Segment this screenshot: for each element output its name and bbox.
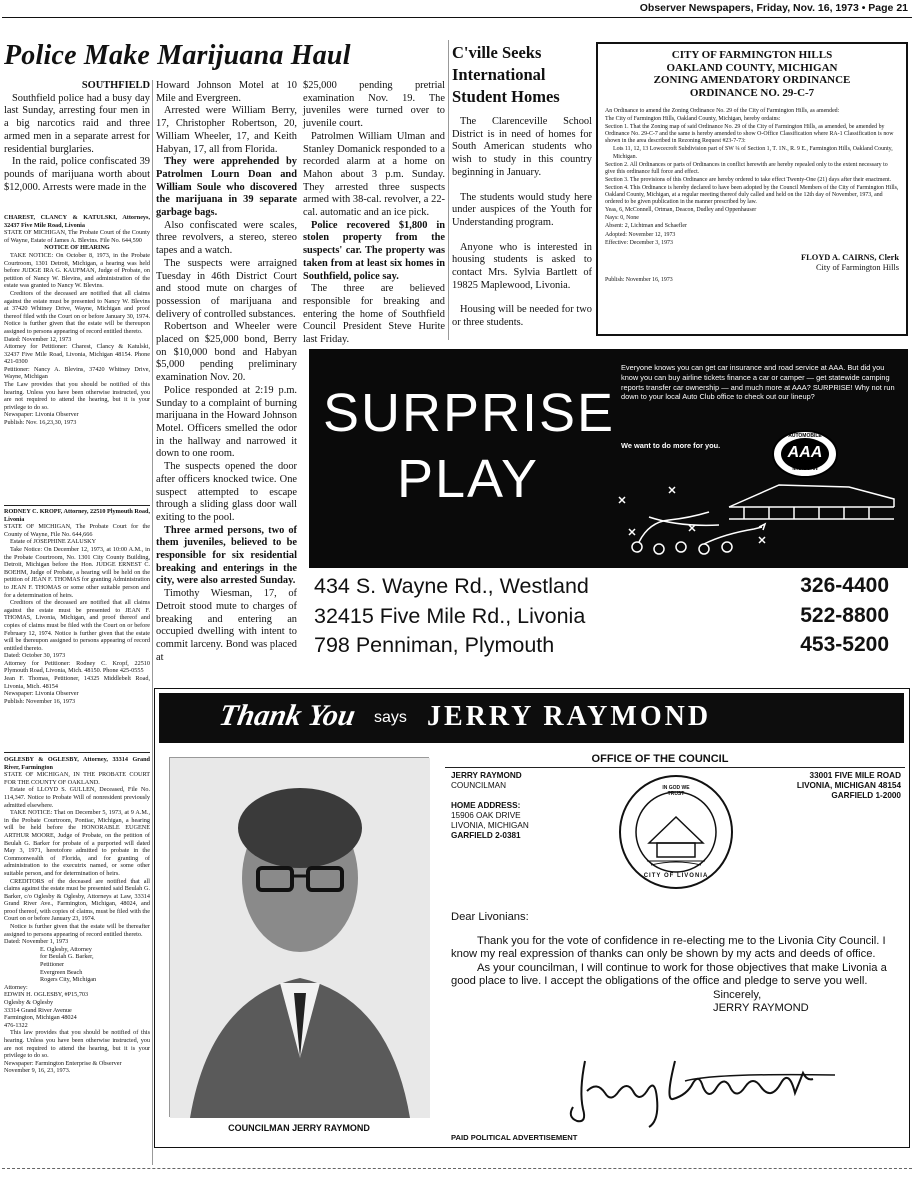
ordinance-line: Adopted: November 12, 1973 bbox=[605, 231, 676, 238]
story-paragraph: The suspects were arraigned Tuesday in 46th District Court and stood mute on charges of possession of marijuana and delivery of controlled substances. bbox=[156, 257, 297, 320]
folio-rule bbox=[2, 17, 912, 18]
councilman-name: JERRY RAYMOND bbox=[451, 771, 522, 780]
legal-line: E. Oglesby, Attorney bbox=[40, 945, 92, 953]
ordinance-line: Effective: December 3, 1973 bbox=[605, 239, 673, 246]
ordinance-title-line: ZONING AMENDATORY ORDINANCE bbox=[653, 74, 851, 86]
story2-headline-line: C'ville Seeks bbox=[452, 43, 542, 62]
home-address-line: 15906 OAK DRIVE bbox=[451, 811, 521, 820]
office-address: 434 S. Wayne Rd., Westland bbox=[314, 574, 589, 598]
legal-divider bbox=[4, 505, 150, 506]
legal-line: Petitioner bbox=[40, 961, 65, 969]
legal-line: for Beulah G. Barker, bbox=[40, 953, 94, 961]
banner-thank-you: Thank You bbox=[216, 699, 358, 732]
legal-line: The Law provides that you should be notified of this hearing. Unless you have been otherwise instructed, you are not required to attend the hearing, but it is your privilege to do so. bbox=[4, 381, 150, 411]
photo-caption: COUNCILMAN JERRY RAYMOND bbox=[228, 1123, 370, 1133]
emblem-aaa-text: AAA bbox=[787, 444, 823, 461]
ordinance-line: Lots 11, 12, 13 Lowcecroft Subdivision part of SW ¼ of Section 1, T. 1N., R. 9 E., Farmington Hills, Oakland County, Michigan. bbox=[613, 146, 893, 160]
ordinance-notice bbox=[596, 42, 908, 336]
banner-name: JERRY RAYMOND bbox=[427, 701, 712, 732]
story-paragraph: Howard Johnson Motel at 10 Mile and Evergreen. bbox=[156, 80, 297, 104]
legal-notice-blevins bbox=[4, 214, 150, 504]
ordinance-signer: FLOYD A. CAIRNS, Clerk bbox=[801, 252, 899, 262]
legal-line: November 9, 16, 23, 1973. bbox=[4, 1067, 71, 1075]
ordinance-publish: Publish: November 16, 1973 bbox=[605, 276, 673, 283]
legal-line: RODNEY C. KROPF, Attorney, 22510 Plymouth Road, Livonia bbox=[4, 508, 150, 523]
emblem-top-text: AUTOMOBILE CLUB bbox=[788, 433, 822, 445]
councilman-info bbox=[451, 771, 601, 891]
page-bottom-rule bbox=[2, 1168, 912, 1169]
legal-line: Petitioner: Nancy A. Blevins, 37420 Whitney Drive, Wayne, Michigan bbox=[4, 365, 150, 381]
ordinance-line: The City of Farmington Hills, Oakland County, Michigan, hereby ordains: bbox=[605, 116, 781, 123]
ad-blurb: Everyone knows you can get car insurance and road service at AAA. But did you know you can buy airline tickets finance a car or camper — get statewide camping reports transfer car ownership — and much more at AAA? SURPRISE! Why not run down to your local Auto Club office to check out our lineup? bbox=[621, 363, 895, 402]
legal-line: Oglesby & Oglesby bbox=[4, 999, 54, 1006]
office-address-line: 33001 FIVE MILE ROAD bbox=[809, 771, 901, 780]
story-paragraph: They were apprehended by Patrolmen Lourn Doan and William Soule who discovered the marijuana in 39 separate garbage bags. bbox=[156, 156, 297, 219]
legal-line: 33314 Grand River Avenue bbox=[4, 1006, 72, 1014]
letterhead-rule bbox=[445, 767, 905, 768]
legal-line: STATE OF MICHIGAN, IN THE PROBATE COURT FOR THE COUNTY OF OAKLAND. bbox=[4, 771, 150, 786]
football-play-diagram bbox=[609, 467, 899, 562]
story-paragraph: Police responded at 2:19 p.m. Sunday to a complaint of burning marijuana in the Howard Johnson Motel. Officers smelled the odor in the hallway and narrowed it down to one room. bbox=[156, 384, 297, 460]
emblem-bottom-text: MICHIGAN bbox=[792, 466, 818, 472]
story-paragraph: Timothy Wiesman, 17, of Detroit stood mute to charges of breaking and entering an occupied dwelling with intent to commit larceny. Bond was placed at bbox=[156, 588, 297, 663]
story-paragraph: Arrested were William Berry, 17, Christopher Robertson, 20, William Wheeler, 17, and Keith Habyan, 17, all from Florida. bbox=[156, 105, 297, 155]
story-paragraph: The three are believed responsible for breaking and entering the home of Southfield Council President Steve Hurite last Friday. bbox=[303, 283, 445, 346]
ordinance-line: Absent: 2, Lichtman and Schaefler bbox=[605, 223, 687, 230]
livonia-seal bbox=[617, 773, 735, 891]
legal-line: Estate of LLOYD S. GULLEN, Deceased, File No. 114,347. Notice to Probate Will of nonresident previously admitted elsewhere. bbox=[4, 786, 150, 809]
story2-headline-line: International bbox=[452, 65, 546, 84]
legal-line: Farmington, Michigan 48024 bbox=[4, 1014, 77, 1022]
story-column-2 bbox=[156, 80, 297, 685]
ordinance-line: Nays: 0, None bbox=[605, 215, 639, 222]
aaa-ad-banner bbox=[309, 349, 908, 568]
legal-line: Newspaper: Livonia Observer bbox=[4, 690, 79, 698]
signature-icon bbox=[565, 1051, 865, 1127]
page-folio: Observer Newspapers, Friday, Nov. 16, 1973 • Page 21 bbox=[639, 2, 908, 14]
story-paragraph: The suspects opened the door after officers knocked twice. One suspect attempted to escape through a sliding glass door wall exiting to the pool. bbox=[156, 461, 297, 523]
banner-says: says bbox=[374, 709, 407, 726]
office-address: 798 Penniman, Plymouth bbox=[314, 633, 555, 657]
legal-line: TAKE NOTICE: On October 8, 1973, in the Probate Courtroom, 1301 Detroit, Michigan, a hearing was held before JUDGE IRA G. KAUFMAN, Judge of Probate, on petition of Nancy W. Blevins, and administration of the estate was granted to Nancy W. Blevins. bbox=[4, 251, 150, 290]
legal-line: CHAREST, CLANCY & KATULSKI, Attorneys, 32437 Five Mile Road, Livonia bbox=[4, 214, 150, 229]
home-address-label: HOME ADDRESS: bbox=[451, 801, 521, 810]
story-paragraph: Anyone who is interested in housing students is asked to contact Mrs. Sylvia Bartlett of 19825 Maplewood, Livonia. bbox=[452, 241, 592, 291]
story-paragraph: Police recovered $1,800 in stolen property from the suspects' car. The property was taken from at least six homes in Southfield, police say. bbox=[303, 219, 445, 282]
legal-divider bbox=[4, 752, 150, 753]
legal-line: Notice is further given that the estate will be thereafter assigned to persons appearing of record entitled thereto. bbox=[4, 923, 150, 938]
legal-line: Estate of JOSEPHINE ZALUSKY bbox=[10, 538, 97, 546]
ad-tagline: We want to do more for you. bbox=[621, 441, 721, 450]
column-divider bbox=[152, 80, 153, 1165]
story-headline: Police Make Marijuana Haul bbox=[4, 40, 351, 71]
story-paragraph: The Clarenceville School District is in need of homes for South American students who wish to study in this country beginning in January. bbox=[452, 116, 592, 178]
aaa-ad-offices bbox=[309, 570, 908, 662]
story-paragraph: Also confiscated were scales, three revolvers, a stereo, stereo tapes and a watch. bbox=[156, 219, 297, 257]
legal-line: Publish: Nov. 16,23,30, 1973 bbox=[4, 419, 77, 427]
ordinance-line: Section 4. This Ordinance is hereby declared to have been adopted by the Council Members of the City of Farmington Hills, Oakland County, Michigan, at a regular meeting thereof duly called and held on the 12th day of November, 1973, and ordered to be given publication in the manner prescribed by law. bbox=[605, 184, 899, 206]
legal-line: This law provides that you should be notified of this hearing. Unless you have been otherwise instructed, you are not required to attend the hearing, but it is your privilege to do so. bbox=[4, 1029, 150, 1060]
ordinance-title-line: ORDINANCE NO. 29-C-7 bbox=[689, 86, 815, 99]
seal-name: CITY OF LIVONIA bbox=[643, 873, 709, 879]
letter-closing: Sincerely, bbox=[713, 988, 762, 1001]
story-column-1 bbox=[4, 80, 150, 208]
legal-line: STATE OF MICHIGAN, The Probate Court for the County of Wayne, File No. 644,666 bbox=[4, 523, 150, 538]
ordinance-title-line: OAKLAND COUNTY, MICHIGAN bbox=[666, 61, 838, 74]
ordinance-line: Yeas, 6, McConnell, Ortman, Deacon, Dudley and Oppenhauser bbox=[605, 207, 757, 214]
legal-line: CREDITORS of the deceased are notified that all claims against the estate must be presented said Beulah G. Barker, c/o Oglesby & Oglesby, Attorneys at Law, 33314 Grand River Ave., Farmington, Michigan, 48024, and proof thereof, with copies of claims, must be filed with the Court on or before January 23, 1974. bbox=[4, 877, 150, 923]
office-address: 32415 Five Mile Rd., Livonia bbox=[314, 604, 586, 628]
legal-line: STATE OF MICHIGAN, The Probate Court of the County of Wayne, Estate of James A. Blevins. File No. 644,590 bbox=[4, 229, 150, 244]
legal-line: Dated: October 30, 1973 bbox=[4, 652, 66, 660]
legal-line: Newspaper: Livonia Observer bbox=[4, 411, 79, 419]
legal-line: Attorney for Petitioner: Rodney C. Kropf, 22510 Plymouth Road, Livonia, Mich. 48150. Phone 425-0555 bbox=[4, 659, 150, 675]
ordinance-signer-title: City of Farmington Hills bbox=[815, 262, 899, 272]
story-paragraph: Patrolmen William Ulman and Stanley Domanick responded to a recorded alarm at a home on Mahon about 3 p.m. Sunday. They arrested three suspects armed with 38-cal. revolver, a 22-cal. automatic and an ice pick. bbox=[303, 130, 445, 219]
story-paragraph: In the raid, police confiscated 39 pounds of marijuana worth about $12,000. Arrests were made in the bbox=[4, 156, 150, 193]
office-phone: 326-4400 bbox=[800, 574, 889, 597]
portrait-icon bbox=[170, 758, 430, 1118]
letter-closing-name: JERRY RAYMOND bbox=[713, 1002, 809, 1014]
story2-headline-line: Student Homes bbox=[452, 87, 560, 106]
office-phone: 453-5200 bbox=[800, 633, 889, 656]
raymond-ad bbox=[154, 688, 910, 1148]
story-paragraph: Robertson and Wheeler were placed on $25,000 bond, Berry on $10,000 bond and Habyan $5,000 pending preliminary examination Nov. 20. bbox=[156, 321, 297, 384]
office-address-block bbox=[751, 771, 901, 811]
legal-line: Creditors of the deceased are notified that all claims against the estate must be presented to Nancy W. Blevins at 37420 Whitney Drive, Wayne, Michigan and proof thereof filed with the Court on or before January 30, 1974. Notice is further given that the estate will be thereupon assigned to persons appearing of record entitled thereto. bbox=[4, 289, 150, 335]
councilman-role: COUNCILMAN bbox=[451, 781, 507, 790]
letter-salutation: Dear Livonians: bbox=[451, 911, 529, 923]
paid-political-ad: PAID POLITICAL ADVERTISEMENT bbox=[451, 1133, 578, 1142]
office-phone: 522-8800 bbox=[800, 604, 889, 627]
letter-paragraph: Thank you for the vote of confidence in re-electing me to the Livonia City Council. I know my real expression of thanks can only be shown by my acts and deeds of office. bbox=[451, 934, 886, 960]
story-paragraph: Southfield police had a busy day last Sunday, arresting four men in a big narcotics raid and three armed men in a separate arrest for residential burglaries. bbox=[4, 92, 150, 155]
councilman-photo bbox=[169, 757, 429, 1117]
legal-line: NOTICE OF HEARING bbox=[44, 244, 110, 252]
legal-line: Publish: November 16, 1973 bbox=[4, 697, 76, 705]
ordinance-title bbox=[605, 49, 899, 99]
ordinance-line: Section 3. The provisions of this Ordinance are hereby ordered to take effect Twenty-One (21) days after their enactment. bbox=[605, 176, 892, 183]
story-paragraph: Three armed persons, two of them juveniles, believed to be responsible for six residential breaking and enterings in the city, were also arrested Sunday. bbox=[156, 524, 297, 587]
ad-word-surprise: SURPRISE bbox=[323, 383, 616, 443]
ordinance-line: Section 1. That the Zoning map of said Ordinance No. 29 of the City of Farmington Hills, as amended, be amended by Ordinance No. 29-C-7 and the same is hereby amended to show O-Office Classification where RA-1 Classification is now shown in the area described in Rezoning Request #23-7-73: bbox=[605, 124, 894, 145]
legal-notice-zalusky bbox=[4, 508, 150, 748]
office-address-line: GARFIELD 1-2000 bbox=[831, 791, 901, 800]
legal-line: TAKE NOTICE: That on December 5, 1973, at 9 A.M., in the Probate Courtroom, Pontiac, Michigan, a hearing will be held before the HONORABLE EUGENE ARTHUR MOORE, Judge of Probate, on the petition of Beulah G. Barker for probate of a purported will dated May 3, 1971, heretofore admitted to probate in the Commonwealth of Florida, and for granting of administration to the executrix named, or some other suitable person, and for determination of heirs. bbox=[4, 809, 150, 877]
legal-line: 476-1322 bbox=[4, 1021, 28, 1029]
raymond-banner bbox=[159, 693, 904, 743]
legal-line: Dated: November 1, 1973 bbox=[4, 938, 69, 946]
letter-paragraph: As your councilman, I will continue to work for those objectives that make Livonia a good place to live. I accept the obligations of the office and pledge to serve you well. bbox=[451, 961, 887, 987]
legal-line: Attorney for Petitioner: Charest, Clancy & Katulski, 32437 Five Mile Road, Livonia, Michigan 48154. Phone 421-0300 bbox=[4, 343, 150, 366]
legal-line: Attorney: bbox=[4, 983, 28, 991]
legal-line: Creditors of the deceased are notified that all claims against the estate must be presented to JEAN F. THOMAS, Livonia, Michigan, and proof thereof and copies of claims must be filed with the Court on or before February 12, 1974. Notice is further given that the estate will be thereupon assigned to persons appearing of record entitled thereto. bbox=[4, 599, 150, 652]
legal-line: Newspaper: Farmington Enterprise & Observer bbox=[4, 1059, 122, 1067]
ordinance-line: An Ordinance to amend the Zoning Ordinance No. 29 of the City of Farmington Hills, as amended: bbox=[605, 108, 840, 114]
legal-line: OGLESBY & OGLESBY, Attorney, 33314 Grand River, Farmington bbox=[4, 756, 150, 771]
legal-line: Rogers City, Michigan bbox=[40, 976, 97, 984]
legal-line: Jean F. Thomas, Petitioner, 14325 Middlebelt Road, Livonia, Mich. 48154 bbox=[4, 675, 150, 690]
office-address-line: LIVONIA, MICHIGAN 48154 bbox=[796, 781, 901, 790]
ad-word-play: PLAY bbox=[397, 449, 540, 509]
legal-notice-gullen bbox=[4, 756, 150, 1156]
story-paragraph: $25,000 pending pretrial examination Nov. 19. The juveniles were turned over to juvenile court. bbox=[303, 80, 445, 130]
column-divider bbox=[448, 40, 449, 340]
legal-line: Evergreen Beach bbox=[40, 968, 83, 976]
seal-motto: IN GOD WE TRUST bbox=[662, 785, 690, 797]
legal-line: Dated: November 12, 1973 bbox=[4, 335, 72, 343]
story-column-3 bbox=[303, 80, 445, 346]
legal-line: EDWIN H. OGLESBY, #P15,703 bbox=[4, 991, 89, 999]
story2-headline bbox=[452, 42, 592, 108]
story-clarenceville bbox=[452, 42, 592, 342]
office-title: OFFICE OF THE COUNCIL bbox=[591, 753, 729, 765]
ordinance-line: Section 2. All Ordinances or parts of Ordinances in conflict herewith are hereby repealed only to the extent necessary to give this ordinance full force and effect. bbox=[605, 161, 888, 175]
story-paragraph: The students would study here under auspices of the Youth for Understanding program. bbox=[452, 191, 592, 228]
letter-body bbox=[451, 911, 901, 1056]
story-dateline: SOUTHFIELD bbox=[81, 80, 150, 91]
home-address-line: LIVONIA, MICHIGAN bbox=[451, 821, 529, 830]
story-paragraph: Housing will be needed for two or three students. bbox=[452, 304, 592, 329]
legal-line: Take Notice: On December 12, 1973, at 10:00 A.M., in the Probate Courtroom, No. 1301 City County Building, Detroit, Michigan before the Hon. JUDGE ERNEST C. BOEHM, Judge of Probate, a hearing will be held on the petition of JEAN F. THOMAS for granting Administration to JEAN F. THOMAS or some other suitable person and for a determination of heirs. bbox=[4, 545, 150, 599]
ordinance-title-line: CITY OF FARMINGTON HILLS bbox=[671, 49, 833, 61]
home-phone: GARFIELD 2-0381 bbox=[451, 831, 521, 840]
